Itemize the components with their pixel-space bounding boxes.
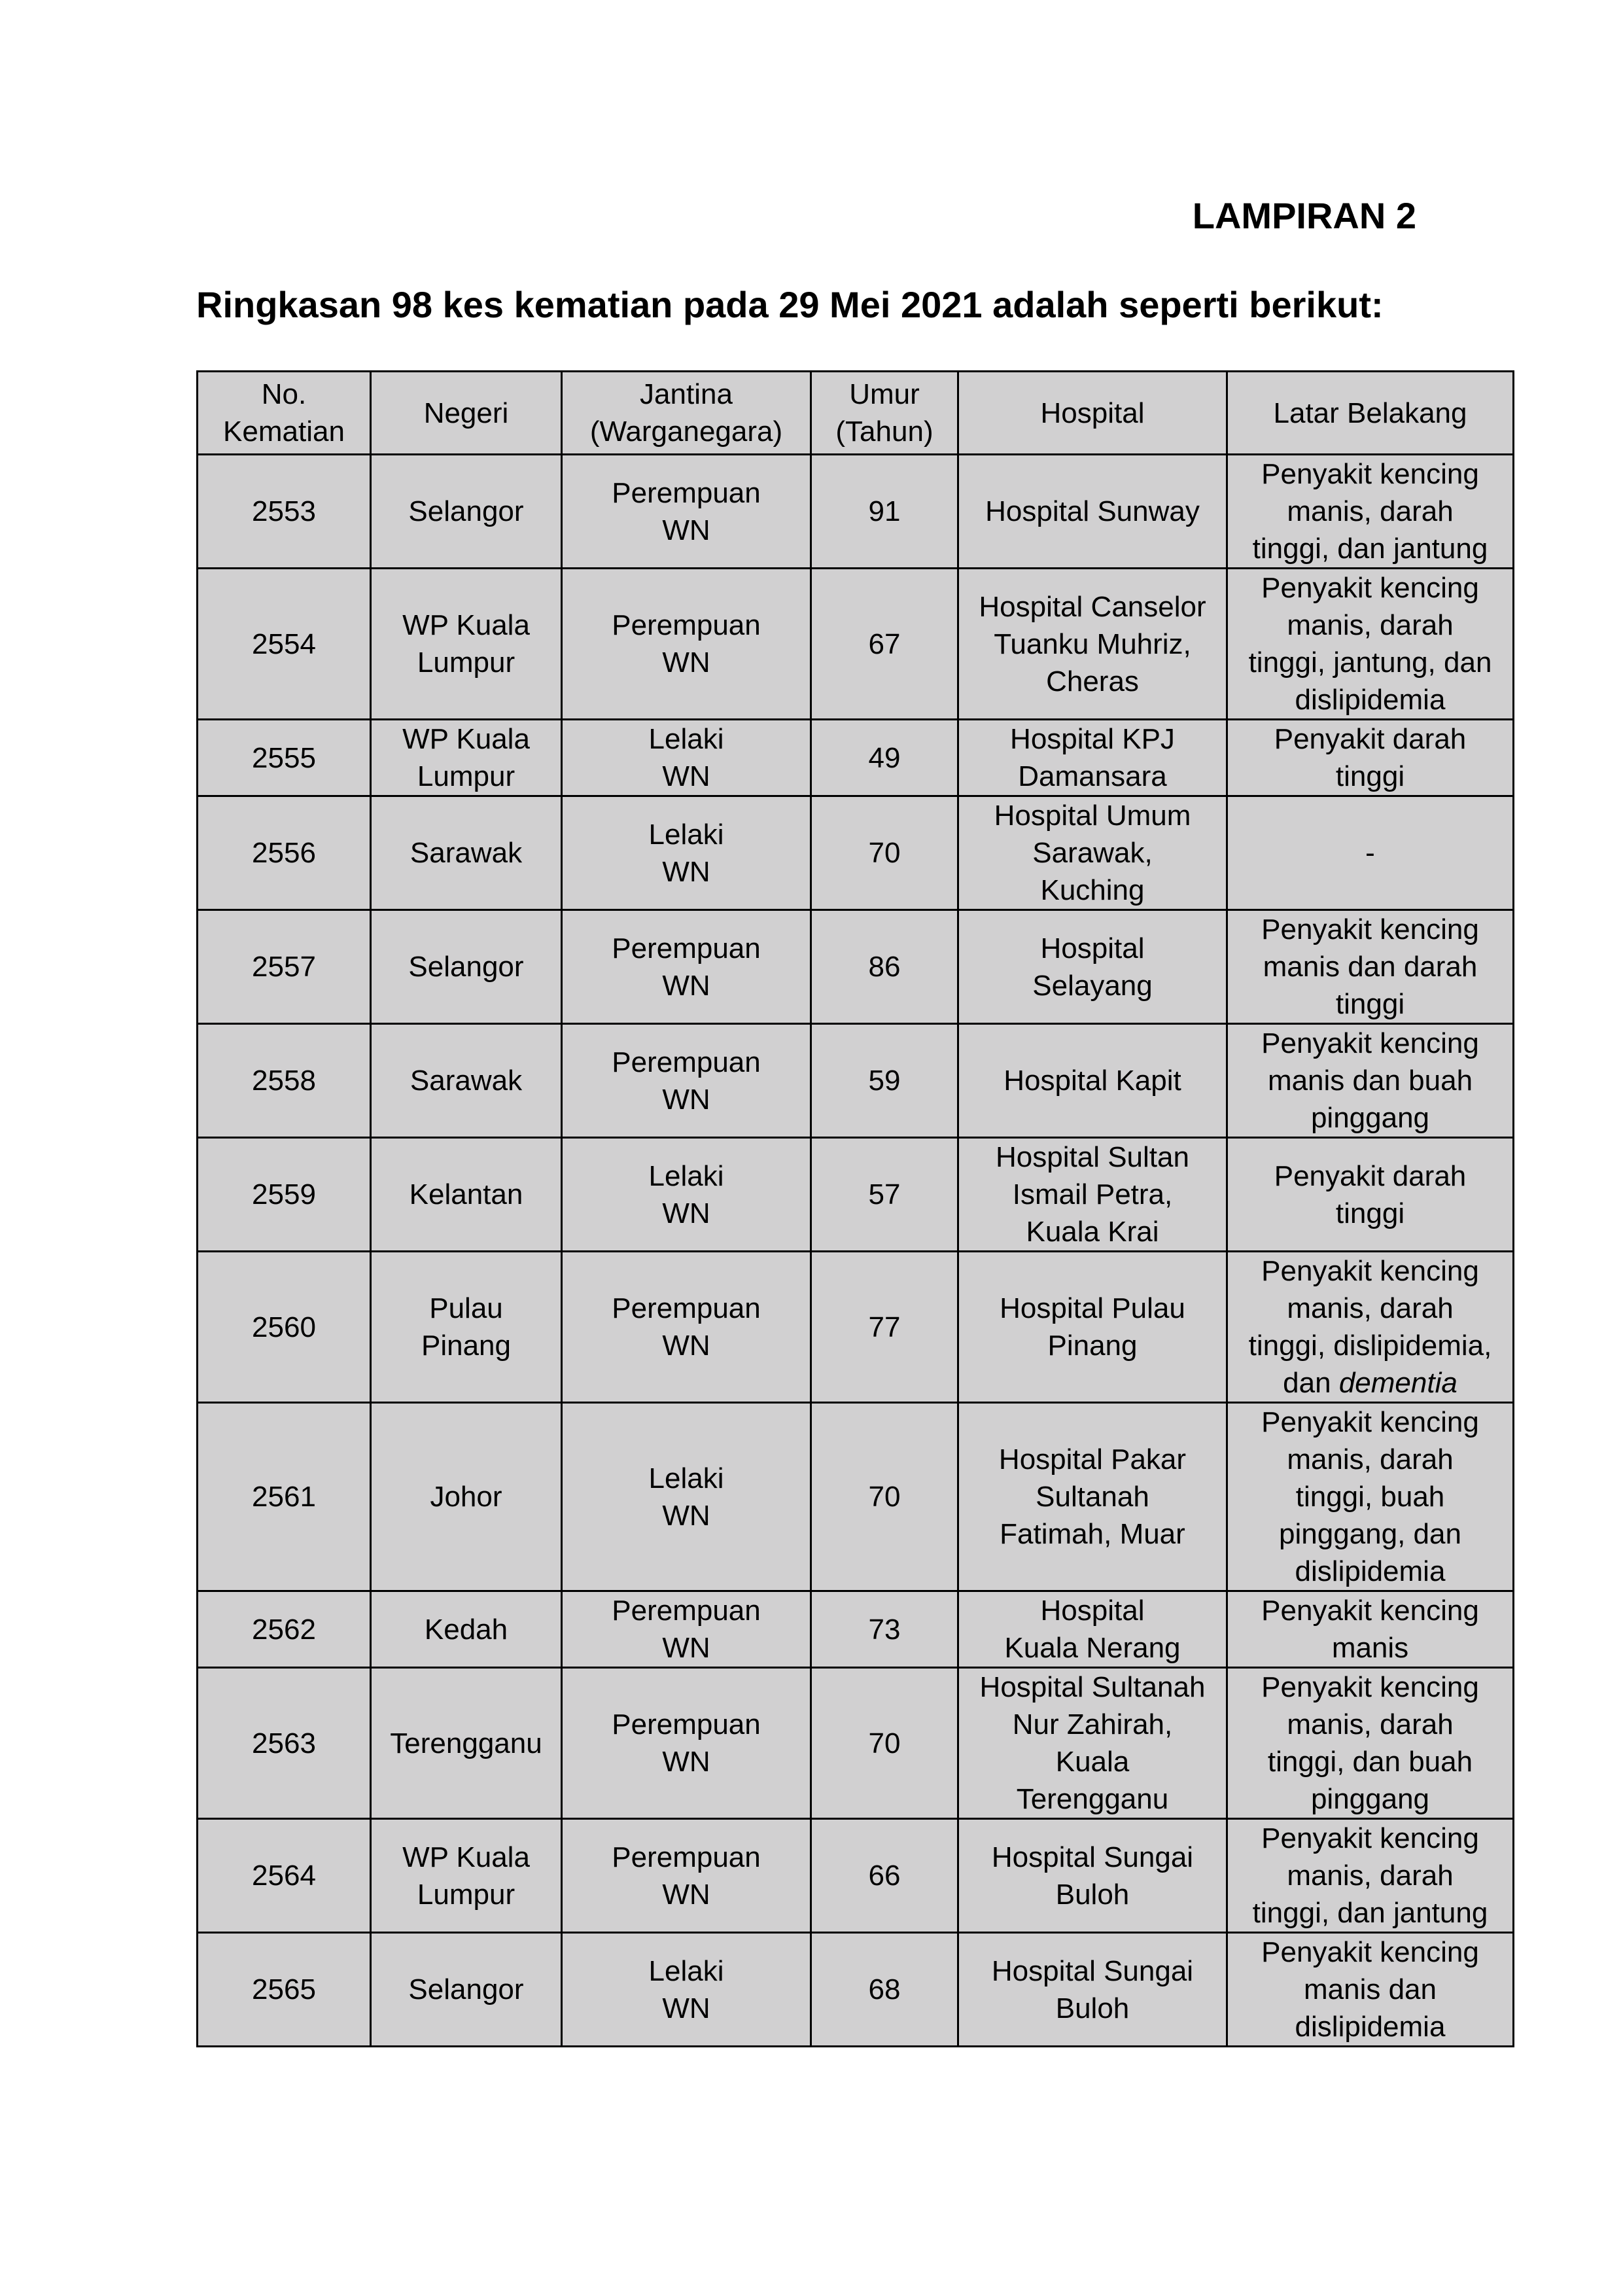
cell-no: 2560 (198, 1252, 371, 1403)
cell-latar-belakang: Penyakit kencing manis dan buah pinggang (1227, 1024, 1514, 1138)
cell-jantina: Lelaki WN (562, 1138, 811, 1252)
cell-hospital: Hospital Sungai Buloh (958, 1933, 1227, 2047)
header-umur: Umur (Tahun) (811, 372, 958, 455)
cell-hospital: Hospital Sungai Buloh (958, 1819, 1227, 1933)
header-no-kematian: No. Kematian (198, 372, 371, 455)
cell-umur: 91 (811, 455, 958, 569)
cell-latar-belakang: Penyakit kencing manis dan dislipidemia (1227, 1933, 1514, 2047)
table-row (198, 1668, 1514, 1819)
cell-umur: 49 (811, 720, 958, 796)
table-row (198, 796, 1514, 910)
cell-jantina: Perempuan WN (562, 1668, 811, 1819)
header-latar-belakang: Latar Belakang (1227, 372, 1514, 455)
cell-umur: 66 (811, 1819, 958, 1933)
table-row (198, 720, 1514, 796)
cell-negeri: Selangor (371, 910, 562, 1024)
cell-hospital: Hospital Umum Sarawak, Kuching (958, 796, 1227, 910)
cell-hospital: Hospital Selayang (958, 910, 1227, 1024)
table-row (198, 1252, 1514, 1403)
cell-negeri: Kedah (371, 1591, 562, 1668)
cell-umur: 77 (811, 1252, 958, 1403)
cell-umur: 57 (811, 1138, 958, 1252)
cell-jantina: Perempuan WN (562, 1252, 811, 1403)
annex-label: LAMPIRAN 2 (1192, 195, 1416, 236)
cell-umur: 70 (811, 796, 958, 910)
cell-negeri: Johor (371, 1403, 562, 1591)
cell-latar-belakang: Penyakit darah tinggi (1227, 1138, 1514, 1252)
cell-jantina: Perempuan WN (562, 1819, 811, 1933)
cell-hospital: Hospital Kapit (958, 1024, 1227, 1138)
cell-latar-belakang: Penyakit kencing manis dan darah tinggi (1227, 910, 1514, 1024)
cell-umur: 86 (811, 910, 958, 1024)
cell-negeri: Sarawak (371, 796, 562, 910)
cell-umur: 73 (811, 1591, 958, 1668)
cell-hospital: Hospital Kuala Nerang (958, 1591, 1227, 1668)
cell-hospital: Hospital Pakar Sultanah Fatimah, Muar (958, 1403, 1227, 1591)
cell-latar-belakang: Penyakit kencing manis, darah tinggi, buah pinggang, dan dislipidemia (1227, 1403, 1514, 1591)
document-title: Ringkasan 98 kes kematian pada 29 Mei 2021 adalah seperti berikut: (196, 284, 1384, 325)
header-negeri: Negeri (371, 372, 562, 455)
cell-jantina: Perempuan WN (562, 1024, 811, 1138)
cell-umur: 70 (811, 1403, 958, 1591)
deaths-table-container (196, 370, 1512, 2047)
cell-latar-italic: dementia (1338, 1367, 1457, 1399)
cell-latar-belakang: Penyakit kencing manis, darah tinggi, dan jantung (1227, 1819, 1514, 1933)
cell-no: 2563 (198, 1668, 371, 1819)
header-jantina: Jantina (Warganegara) (562, 372, 811, 455)
cell-hospital: Hospital Canselor Tuanku Muhriz, Cheras (958, 569, 1227, 720)
table-row (198, 455, 1514, 569)
cell-negeri: Terengganu (371, 1668, 562, 1819)
cell-negeri: WP Kuala Lumpur (371, 1819, 562, 1933)
table-row (198, 1024, 1514, 1138)
cell-latar-belakang: Penyakit kencing manis (1227, 1591, 1514, 1668)
cell-no: 2564 (198, 1819, 371, 1933)
cell-no: 2556 (198, 796, 371, 910)
cell-no: 2562 (198, 1591, 371, 1668)
cell-no: 2559 (198, 1138, 371, 1252)
cell-no: 2558 (198, 1024, 371, 1138)
cell-umur: 70 (811, 1668, 958, 1819)
cell-jantina: Lelaki WN (562, 1403, 811, 1591)
cell-hospital: Hospital Sunway (958, 455, 1227, 569)
cell-negeri: Pulau Pinang (371, 1252, 562, 1403)
cell-jantina: Lelaki WN (562, 796, 811, 910)
table-row (198, 910, 1514, 1024)
cell-no: 2557 (198, 910, 371, 1024)
cell-latar-belakang: Penyakit kencing manis, darah tinggi, jantung, dan dislipidemia (1227, 569, 1514, 720)
cell-latar-belakang: Penyakit kencing manis, darah tinggi, dan jantung (1227, 455, 1514, 569)
table-row (198, 1819, 1514, 1933)
cell-latar-text: Penyakit kencing manis, darah tinggi, dislipidemia, dan (1248, 1255, 1492, 1399)
table-header-row (198, 372, 1514, 455)
cell-jantina: Lelaki WN (562, 1933, 811, 2047)
cell-hospital: Hospital Sultan Ismail Petra, Kuala Krai (958, 1138, 1227, 1252)
cell-no: 2555 (198, 720, 371, 796)
table-row (198, 1591, 1514, 1668)
deaths-table (196, 370, 1514, 2047)
table-row (198, 1933, 1514, 2047)
cell-no: 2554 (198, 569, 371, 720)
cell-negeri: Sarawak (371, 1024, 562, 1138)
cell-jantina: Perempuan WN (562, 1591, 811, 1668)
cell-no: 2561 (198, 1403, 371, 1591)
cell-umur: 68 (811, 1933, 958, 2047)
cell-latar-belakang: Penyakit kencing manis, darah tinggi, dan buah pinggang (1227, 1668, 1514, 1819)
cell-negeri: WP Kuala Lumpur (371, 569, 562, 720)
cell-latar-belakang: Penyakit darah tinggi (1227, 720, 1514, 796)
cell-hospital: Hospital Sultanah Nur Zahirah, Kuala Terengganu (958, 1668, 1227, 1819)
cell-umur: 59 (811, 1024, 958, 1138)
cell-negeri: Kelantan (371, 1138, 562, 1252)
cell-jantina: Perempuan WN (562, 910, 811, 1024)
cell-negeri: WP Kuala Lumpur (371, 720, 562, 796)
table-row (198, 1403, 1514, 1591)
cell-jantina: Perempuan WN (562, 569, 811, 720)
cell-hospital: Hospital Pulau Pinang (958, 1252, 1227, 1403)
cell-latar-belakang: - (1227, 796, 1514, 910)
cell-hospital: Hospital KPJ Damansara (958, 720, 1227, 796)
cell-jantina: Perempuan WN (562, 455, 811, 569)
cell-negeri: Selangor (371, 1933, 562, 2047)
header-hospital: Hospital (958, 372, 1227, 455)
cell-no: 2553 (198, 455, 371, 569)
cell-negeri: Selangor (371, 455, 562, 569)
cell-no: 2565 (198, 1933, 371, 2047)
cell-umur: 67 (811, 569, 958, 720)
table-row (198, 1138, 1514, 1252)
cell-jantina: Lelaki WN (562, 720, 811, 796)
table-row (198, 569, 1514, 720)
cell-latar-belakang (1227, 1252, 1514, 1403)
